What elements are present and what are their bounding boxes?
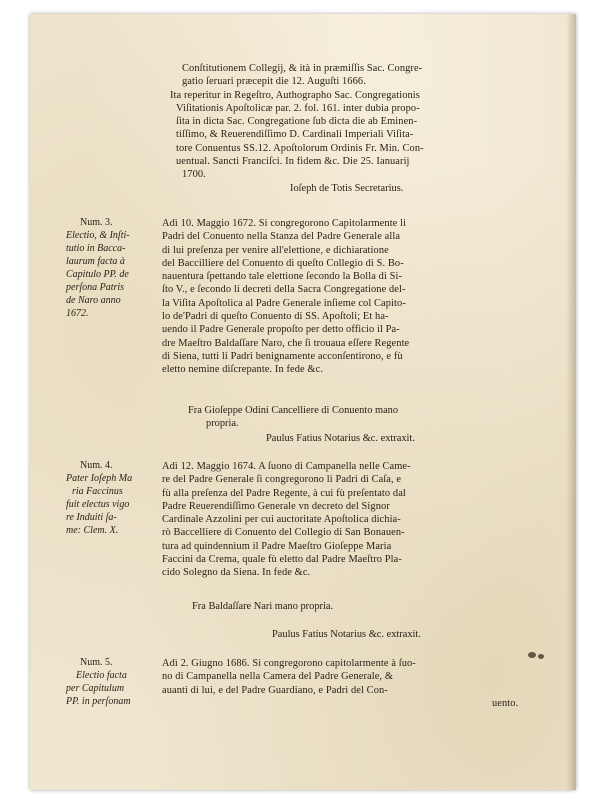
entry-5-text — [162, 657, 518, 710]
header-line: ſita in dicta Sac. Congregatione ſub dicta die ab Eminen- — [176, 116, 418, 128]
entry-line: auanti di lui, e del Padre Guardiano, e Padri del Con- — [162, 684, 388, 696]
entry-line: Faccini da Crema, quale fù eletto dal Padre Maeſtro Pla- — [162, 554, 402, 566]
margin-line: perſona Patris — [66, 282, 125, 293]
margin-line: ria Faccinus — [72, 486, 123, 497]
entry-line: fù alla preſenza del Padre Regente, à cui fù preſentato dal — [162, 487, 406, 499]
entry-line: dre Maeſtro Baldaſſare Naro, che ſi trouaua eſſere Regente — [162, 337, 410, 349]
margin-note-4 — [66, 459, 132, 537]
margin-line: 1672. — [66, 308, 89, 319]
header-line: tore Conuentus SS.12. Apoſtolorum Ordinis Fr. Min. Con- — [176, 142, 424, 154]
entry-line: di lui preſenza per venire all'elettione, e dichiaratione — [162, 244, 389, 256]
margin-line: de Naro anno — [66, 295, 121, 306]
margin-line: re Induiti ſa- — [66, 512, 117, 523]
entry-line: ſto V., e ſecondo li decreti della Sacra Congregatione del- — [162, 284, 406, 296]
entry-line: Cardinale Azzolini per cui auctoritate Apoſtolica dichia- — [162, 514, 401, 526]
entry-line: lo de'Padri di queſto Conuento di SS. Apoſtoli; Et ha- — [162, 311, 389, 323]
margin-note-5 — [66, 656, 131, 708]
entry-line: Adì 10. Maggio 1672. Si congregorono Capitolarmente li — [162, 218, 407, 229]
header-line: Conſtitutionem Collegij, & ità in præmiſſis Sac. Congre- — [182, 63, 423, 74]
header-paragraph — [170, 62, 424, 182]
entry-line: uento. — [492, 697, 519, 709]
margin-line: per Capitulum — [66, 683, 125, 694]
entry-line: uendo il Padre Generale propoſto per detto officio il Pa- — [162, 324, 400, 336]
margin-note-3 — [66, 216, 130, 320]
margin-line: me: Clem. X. — [66, 525, 119, 536]
entry-line: nauentura ſpettando tale elettione ſecondo la Bolla di Si- — [162, 271, 403, 283]
margin-line: tutio in Bacca- — [66, 243, 126, 254]
entry-line: del Baccilliere del Conuento di queſto Collegio di S. Bo- — [162, 257, 404, 269]
entry-line: eletto nemine diſcrepante. In fede &c. — [162, 364, 324, 376]
margin-line: Electio facta — [76, 670, 127, 681]
chancellor-signature — [188, 404, 398, 431]
entry-line: Adì 2. Giugno 1686. Si congregorono capitolarmente à ſuo- — [162, 658, 416, 669]
header-line: 1700. — [182, 169, 206, 181]
signature-line: Fra Gioſeppe Odini Cancelliere di Conuento mano — [188, 405, 399, 416]
entry-line: rò Baccelliere di Conuento del Collegio di San Bonauen- — [162, 527, 405, 539]
entry-line: Padre Reuerendiſſimo Generale vn decreto del Signor — [162, 500, 390, 512]
signature-line: propria. — [206, 418, 239, 430]
notary-signature: Paulus Fatius Notarius &c. extraxit. — [272, 629, 421, 640]
secretary-signature: Ioſeph de Totis Secretarius. — [290, 183, 404, 194]
entry-line: re del Padre Generale ſi congregorono li Padri di Caſa, e — [162, 474, 402, 486]
header-line: gatio ſeruari præcepit die 12. Auguſti 1666. — [182, 76, 366, 88]
header-line: Ita reperitur in Regeſtro, Authographo Sac. Congregationis — [170, 89, 420, 101]
page-edge-shadow — [566, 14, 576, 790]
margin-line: fuit electus vigo — [66, 499, 130, 510]
ink-stain — [528, 652, 536, 658]
entry-line: la Viſita Apoſtolica al Padre Generale inſieme col Capito- — [162, 297, 406, 309]
margin-line: laurum facta à — [66, 256, 125, 267]
entry-number: Num. 4. — [80, 460, 113, 471]
entry-line: di Siena, tutti li Padri benignamente acconſentirono, e fù — [162, 350, 403, 362]
entry-line: cido Solegno da Siena. In fede &c. — [162, 567, 311, 579]
entry-line: Padri del Conuento nella Stanza del Padre Generale alla — [162, 231, 401, 243]
entry-line: Adì 12. Maggio 1674. A ſuono di Campanella nelle Came- — [162, 461, 411, 472]
entry-line: tura ad quindennium il Padre Maeſtro Gioſeppe Maria — [162, 540, 392, 552]
entry-4-text — [162, 460, 411, 580]
margin-line: Pater Ioſeph Ma — [66, 473, 133, 484]
notary-signature: Paulus Fatius Notarius &c. extraxit. — [266, 433, 415, 444]
header-line: uentual. Sancti Franciſci. In fidem &c. Die 25. Ianuarij — [176, 156, 410, 168]
ink-stain — [538, 654, 544, 659]
entry-number: Num. 5. — [80, 657, 113, 668]
header-line: tiſſimo, & Reuerendiſſimo D. Cardinali Imperiali Viſita- — [176, 129, 414, 141]
document-page — [30, 14, 576, 790]
margin-line: PP. in perſonam — [66, 696, 131, 707]
entry-number: Num. 3. — [80, 217, 113, 228]
entry-line: no di Campanella nella Camera del Padre Generale, & — [162, 671, 394, 683]
entry-3-text — [162, 217, 409, 377]
margin-line: Electio, & Inſti- — [66, 230, 130, 241]
nari-signature: Fra Baldaſſare Nari mano propria. — [192, 601, 334, 612]
header-line: Viſitationis Apoſtolicæ par. 2. fol. 161. inter dubia propo- — [176, 102, 420, 114]
margin-line: Capitulo PP. de — [66, 269, 129, 280]
